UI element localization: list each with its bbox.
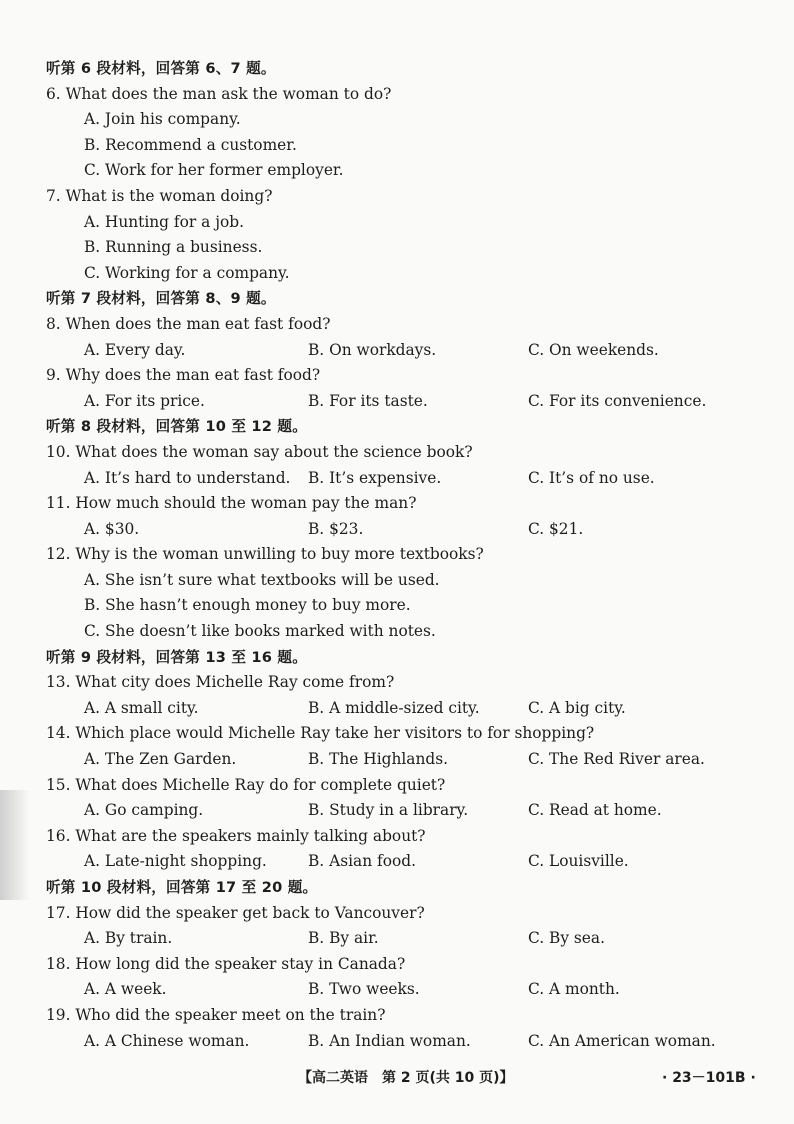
- answer-option: C. By sea.: [528, 929, 605, 948]
- question-stem: 13. What city does Michelle Ray come from?: [46, 673, 395, 692]
- question-stem: 16. What are the speakers mainly talking about?: [46, 826, 426, 845]
- answer-option: C. Work for her former employer.: [84, 161, 344, 180]
- answer-option: A. Every day.: [84, 340, 186, 359]
- answer-option: A. By train.: [84, 929, 173, 948]
- answer-option: C. An American woman.: [528, 1031, 716, 1050]
- answer-option: C. On weekends.: [528, 340, 659, 359]
- answer-option: A. Late-night shopping.: [84, 852, 267, 871]
- answer-options-row: [46, 926, 746, 952]
- question-stem: 15. What does Michelle Ray do for complete quiet?: [46, 775, 446, 794]
- answer-option: C. Working for a company.: [84, 263, 290, 282]
- answer-option: C. $21.: [528, 519, 584, 538]
- footer-page-info: 【高二英语 第 2 页(共 10 页)】: [298, 1070, 514, 1086]
- section-header: 听第 8 段材料，回答第 10 至 12 题。: [46, 418, 307, 436]
- answer-options-row: [46, 977, 746, 1003]
- answer-options-row: [46, 517, 746, 543]
- answer-options-row: [46, 389, 746, 415]
- answer-option: A. Go camping.: [84, 801, 204, 820]
- answer-option: B. She hasn’t enough money to buy more.: [84, 596, 411, 615]
- question-stem: 10. What does the woman say about the science book?: [46, 442, 473, 461]
- answer-option: A. It’s hard to understand.: [84, 468, 291, 487]
- answer-option: B. By air.: [308, 929, 379, 948]
- answer-options-row: [46, 1029, 746, 1055]
- question-stem: 14. Which place would Michelle Ray take her visitors to for shopping?: [46, 724, 595, 743]
- answer-option: B. Two weeks.: [308, 980, 420, 999]
- answer-option: B. An Indian woman.: [308, 1031, 471, 1050]
- answer-option: A. A small city.: [84, 698, 199, 717]
- question-stem: 12. Why is the woman unwilling to buy more textbooks?: [46, 545, 484, 564]
- question-stem: 19. Who did the speaker meet on the train?: [46, 1005, 386, 1024]
- answer-option: C. Read at home.: [528, 801, 662, 820]
- answer-option: C. A month.: [528, 980, 620, 999]
- answer-option: B. Study in a library.: [308, 801, 469, 820]
- answer-option: C. A big city.: [528, 698, 626, 717]
- answer-option: B. Asian food.: [308, 852, 416, 871]
- answer-option: A. The Zen Garden.: [84, 750, 237, 769]
- answer-option: A. Join his company.: [84, 110, 241, 129]
- question-stem: 17. How did the speaker get back to Vancouver?: [46, 903, 425, 922]
- answer-options-row: [46, 747, 746, 773]
- question-stem: 18. How long did the speaker stay in Canada?: [46, 954, 406, 973]
- section-header: 听第 9 段材料，回答第 13 至 16 题。: [46, 648, 307, 666]
- question-stem: 11. How much should the woman pay the man?: [46, 494, 417, 513]
- question-stem: 6. What does the man ask the woman to do?: [46, 84, 392, 103]
- question-stem: 8. When does the man eat fast food?: [46, 314, 331, 333]
- answer-option: C. It’s of no use.: [528, 468, 655, 487]
- page-footer: [0, 1066, 794, 1090]
- answer-option: B. It’s expensive.: [308, 468, 442, 487]
- scan-edge-shadow: [0, 790, 30, 900]
- answer-option: A. For its price.: [84, 391, 205, 410]
- answer-option: C. She doesn’t like books marked with notes.: [84, 622, 436, 641]
- section-header: 听第 10 段材料，回答第 17 至 20 题。: [46, 879, 318, 896]
- answer-option: A. Hunting for a job.: [84, 212, 244, 231]
- section-header: 听第 6 段材料，回答第 6、7 题。: [46, 60, 276, 77]
- answer-options-row: [46, 466, 746, 492]
- answer-option: B. For its taste.: [308, 391, 428, 410]
- listening-questions: [46, 56, 746, 1054]
- answer-option: A. $30.: [84, 519, 140, 538]
- answer-option: A. A Chinese woman.: [84, 1031, 250, 1050]
- footer-code: · 23－101B ·: [662, 1070, 756, 1086]
- answer-option: C. The Red River area.: [528, 750, 705, 769]
- answer-option: A. She isn’t sure what textbooks will be used.: [84, 570, 440, 589]
- answer-option: B. The Highlands.: [308, 750, 449, 769]
- answer-option: B. Running a business.: [84, 238, 263, 257]
- answer-option: B. A middle-sized city.: [308, 698, 480, 717]
- answer-options-row: [46, 849, 746, 875]
- answer-option: B. Recommend a customer.: [84, 135, 297, 154]
- section-header: 听第 7 段材料，回答第 8、9 题。: [46, 290, 276, 308]
- answer-option: A. A week.: [84, 980, 167, 999]
- answer-option: B. On workdays.: [308, 340, 437, 359]
- answer-option: C. For its convenience.: [528, 391, 707, 410]
- answer-options-row: [46, 696, 746, 722]
- answer-option: B. $23.: [308, 519, 364, 538]
- answer-options-row: [46, 798, 746, 824]
- question-stem: 7. What is the woman doing?: [46, 186, 273, 205]
- answer-options-row: [46, 338, 746, 364]
- answer-option: C. Louisville.: [528, 852, 629, 871]
- question-stem: 9. Why does the man eat fast food?: [46, 366, 321, 385]
